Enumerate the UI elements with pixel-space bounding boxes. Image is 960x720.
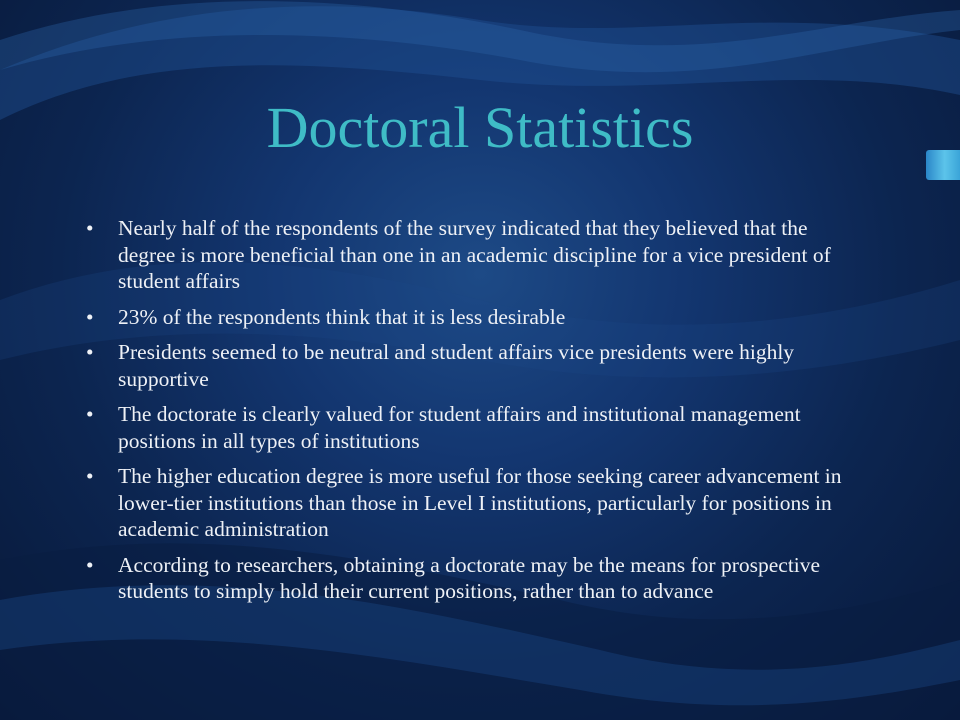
bullet-text: The doctorate is clearly valued for student affairs and institutional management positions in all types of institutions	[118, 402, 801, 453]
bullet-text: Presidents seemed to be neutral and student affairs vice presidents were highly supportive	[118, 340, 795, 391]
bullet-dot: •	[86, 216, 94, 240]
bullet-item	[80, 401, 860, 454]
bullet-text: According to researchers, obtaining a doctorate may be the means for prospective students to simply hold their current positions, rather than to advance	[118, 552, 821, 603]
bullet-dot: •	[86, 402, 94, 426]
bullet-text: The higher education degree is more useful for those seeking career advancement in lower-tier institutions than those in Level I institutions, particularly for positions in academic administration	[118, 464, 842, 541]
bullet-item	[80, 552, 860, 605]
bullet-dot: •	[86, 304, 94, 329]
bullet-item	[80, 463, 860, 543]
slide-title: Doctoral Statistics	[266, 95, 694, 160]
bullet-list	[80, 215, 860, 614]
bullet-dot: •	[86, 340, 94, 364]
bullet-item	[80, 304, 860, 331]
bullet-dot: •	[86, 552, 94, 577]
bullet-text: Nearly half of the respondents of the survey indicated that they believed that the degree is more beneficial than one in an academic discipline for a vice president of student affairs	[118, 216, 831, 293]
bullet-item	[80, 215, 860, 295]
bullet-item	[80, 339, 860, 392]
bullet-text: 23% of the respondents think that it is less desirable	[118, 304, 566, 329]
bullet-dot: •	[86, 464, 94, 488]
